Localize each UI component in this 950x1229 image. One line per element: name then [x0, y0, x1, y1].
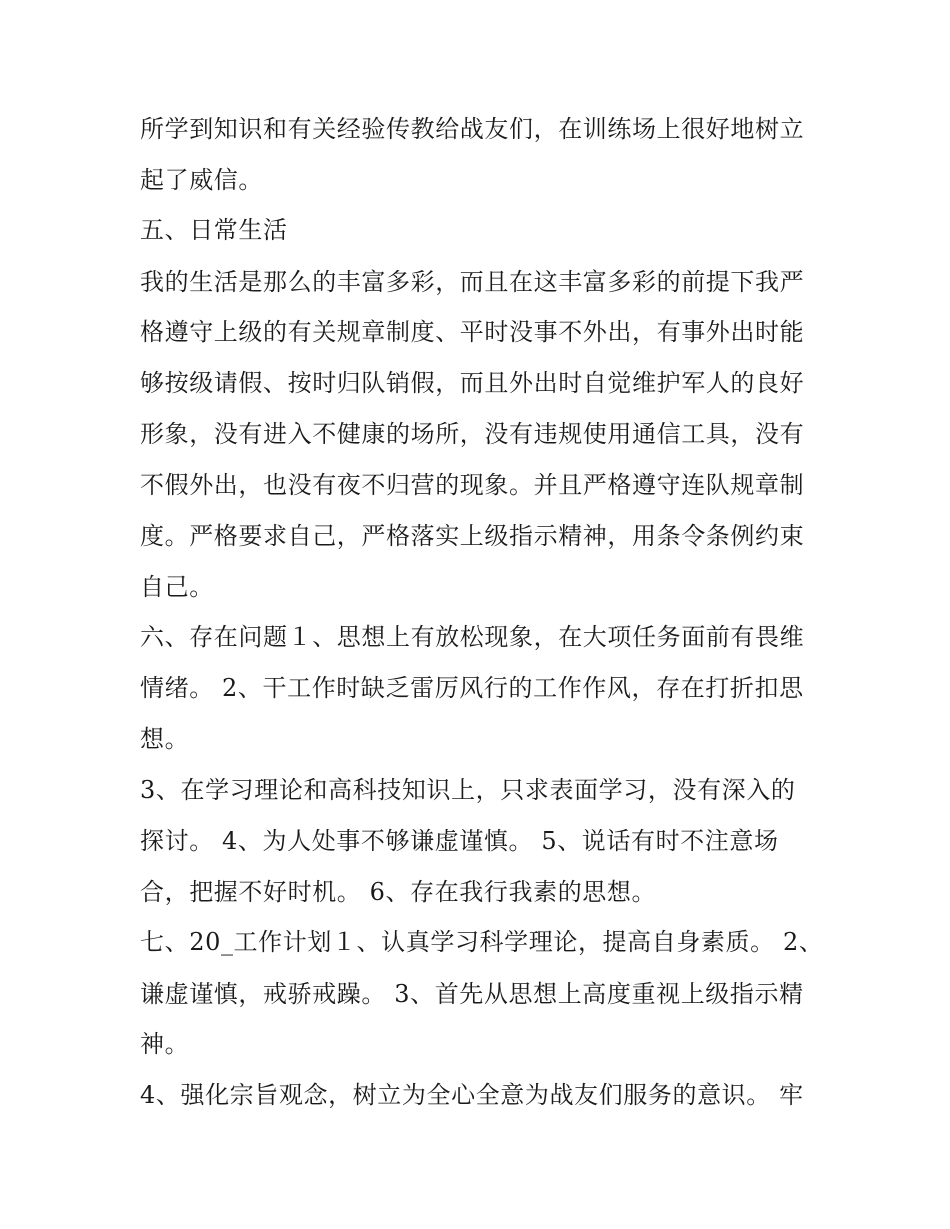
text-line: 形象，没有进入不健康的场所，没有违规使用通信工具，没有 — [140, 420, 805, 448]
text-line: 想。 — [140, 725, 190, 753]
text-line: 合，把握不好时机。 6、存在我行我素的思想。 — [140, 878, 657, 906]
text-line: 我的生活是那么的丰富多彩，而且在这丰富多彩的前提下我严 — [140, 268, 805, 296]
text-line: 起了威信。 — [140, 166, 263, 194]
text-line: 谦虚谨慎，戒骄戒躁。 3、首先从思想上高度重视上级指示精 — [140, 980, 804, 1008]
text-line: 自己。 — [140, 573, 214, 601]
text-line: 够按级请假、按时归队销假，而且外出时自觉维护军人的良好 — [140, 369, 805, 397]
text-line: 所学到知识和有关经验传教给战友们，在训练场上很好地树立 — [140, 115, 805, 143]
text-line: 探讨。 4、为人处事不够谦虚谨慎。 5、说话有时不注意场 — [140, 827, 779, 855]
text-line: 六、存在问题１、思想上有放松现象，在大项任务面前有畏维 — [140, 623, 805, 651]
text-line: 4、强化宗旨观念，树立为全心全意为战友们服务的意识。 牢 — [140, 1081, 804, 1109]
text-line: 格遵守上级的有关规章制度、平时没事不外出，有事外出时能 — [140, 318, 805, 346]
text-line: 情绪。 2、干工作时缺乏雷厉风行的工作作风，存在打折扣思 — [140, 674, 804, 702]
section-heading: 五、日常生活 — [140, 216, 288, 244]
text-line: 3、在学习理论和高科技知识上，只求表面学习，没有深入的 — [140, 776, 796, 804]
text-line: 不假外出，也没有夜不归营的现象。并且严格遵守连队规章制 — [140, 471, 805, 499]
text-line: 神。 — [140, 1030, 190, 1058]
text-line: 度。严格要求自己，严格落实上级指示精神，用条令条例约束 — [140, 522, 805, 550]
text-line: 七、20_工作计划１、认真学习科学理论，提高自身素质。 2、 — [140, 928, 824, 956]
